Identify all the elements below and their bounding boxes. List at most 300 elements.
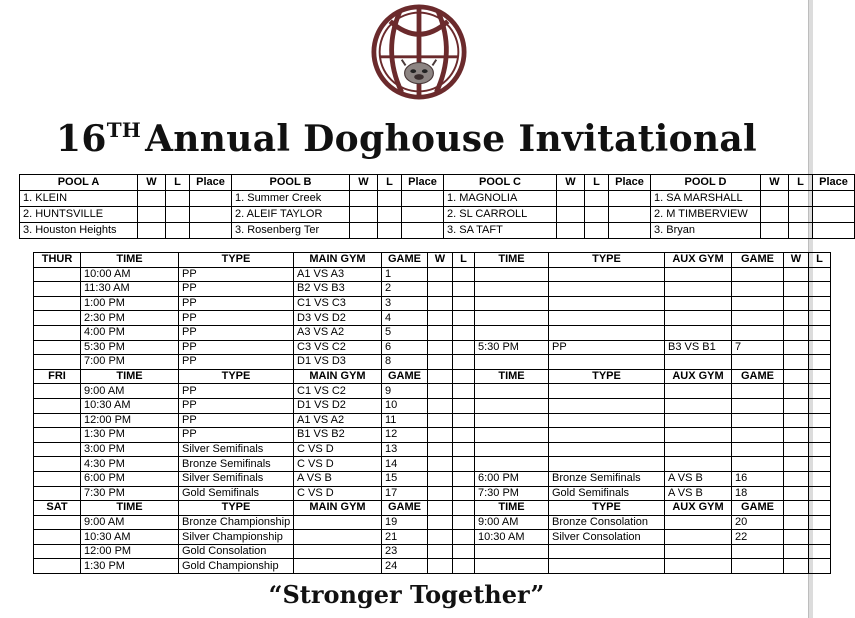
schedule-cell <box>784 282 809 297</box>
standing-cell <box>378 223 402 239</box>
standing-cell <box>190 207 232 223</box>
team-cell: 3. Houston Heights <box>20 223 138 239</box>
schedule-cell <box>809 398 831 413</box>
schedule-cell <box>428 457 453 472</box>
schedule-cell: PP <box>179 325 294 340</box>
schedule-cell: 10:00 AM <box>81 267 179 282</box>
schedule-cell: 23 <box>382 544 428 559</box>
standing-cell <box>789 207 813 223</box>
schedule-cell <box>732 428 784 443</box>
schedule-cell <box>809 267 831 282</box>
schedule-cell <box>784 384 809 399</box>
schedule-cell <box>665 311 732 326</box>
schedule-cell: C VS D <box>294 457 382 472</box>
game-row <box>34 340 831 355</box>
schedule-cell: C VS D <box>294 442 382 457</box>
schedule-header-cell: AUX GYM <box>665 369 732 384</box>
schedule-cell <box>34 398 81 413</box>
standing-cell <box>761 223 789 239</box>
standing-cell <box>609 191 651 207</box>
standing-cell <box>585 191 609 207</box>
game-row <box>34 515 831 530</box>
standing-cell <box>609 207 651 223</box>
standing-cell <box>789 223 813 239</box>
schedule-cell <box>809 413 831 428</box>
schedule-cell <box>428 355 453 370</box>
schedule-cell: PP <box>179 340 294 355</box>
schedule-cell <box>428 311 453 326</box>
schedule-cell: 10:30 AM <box>81 398 179 413</box>
schedule-cell <box>428 384 453 399</box>
schedule-cell <box>732 282 784 297</box>
schedule-cell <box>809 515 831 530</box>
schedule-cell <box>453 413 475 428</box>
schedule-cell <box>809 325 831 340</box>
schedule-cell <box>34 559 81 574</box>
standing-cell <box>761 207 789 223</box>
schedule-cell: 16 <box>732 471 784 486</box>
schedule-cell: PP <box>549 340 665 355</box>
pool-header-cell: Place <box>609 175 651 191</box>
schedule-header-cell: GAME <box>732 369 784 384</box>
schedule-cell <box>428 413 453 428</box>
schedule-cell <box>809 355 831 370</box>
schedule-header-cell: AUX GYM <box>665 253 732 268</box>
game-row <box>34 267 831 282</box>
game-row <box>34 428 831 443</box>
schedule-cell <box>475 355 549 370</box>
schedule-cell: 11 <box>382 413 428 428</box>
standing-cell <box>813 191 855 207</box>
schedule-cell <box>475 296 549 311</box>
schedule-header-cell: TIME <box>81 369 179 384</box>
schedule-cell <box>475 544 549 559</box>
schedule-cell <box>428 340 453 355</box>
schedule-cell <box>665 515 732 530</box>
schedule-cell <box>732 413 784 428</box>
schedule-header-cell: GAME <box>732 253 784 268</box>
schedule-cell <box>428 325 453 340</box>
schedule-cell <box>784 486 809 501</box>
schedule-header-cell: TIME <box>475 253 549 268</box>
schedule-cell: Bronze Championship <box>179 515 294 530</box>
schedule-cell: 19 <box>382 515 428 530</box>
schedule-cell: 7:30 PM <box>475 486 549 501</box>
standing-cell <box>402 191 444 207</box>
team-cell: 2. SL CARROLL <box>444 207 557 223</box>
schedule-cell <box>475 428 549 443</box>
schedule-cell: 10:30 AM <box>475 530 549 545</box>
schedule-cell: Gold Championship <box>179 559 294 574</box>
schedule-cell: 18 <box>732 486 784 501</box>
standing-cell <box>138 191 166 207</box>
schedule-header-cell: TIME <box>475 501 549 516</box>
schedule-header-cell <box>428 501 453 516</box>
pool-header-cell: Place <box>813 175 855 191</box>
schedule-cell <box>453 267 475 282</box>
schedule-cell <box>665 282 732 297</box>
schedule-cell <box>665 267 732 282</box>
schedule-cell <box>549 398 665 413</box>
pool-header-cell: W <box>761 175 789 191</box>
schedule-cell <box>809 457 831 472</box>
schedule-cell <box>475 325 549 340</box>
game-row <box>34 471 831 486</box>
schedule-header-cell: TYPE <box>549 501 665 516</box>
schedule-cell <box>294 544 382 559</box>
schedule-cell: PP <box>179 398 294 413</box>
schedule-cell <box>732 442 784 457</box>
schedule-header-cell: AUX GYM <box>665 501 732 516</box>
standing-cell <box>350 207 378 223</box>
schedule-cell <box>732 457 784 472</box>
schedule-cell <box>665 296 732 311</box>
pool-header-cell: POOL D <box>651 175 761 191</box>
schedule-cell <box>475 457 549 472</box>
schedule-cell: Bronze Semifinals <box>549 471 665 486</box>
schedule-cell: Silver Semifinals <box>179 442 294 457</box>
day-header-row <box>34 501 831 516</box>
schedule-cell <box>549 442 665 457</box>
schedule-cell: Gold Semifinals <box>549 486 665 501</box>
schedule-cell: 1:30 PM <box>81 428 179 443</box>
schedule-header-cell: L <box>809 253 831 268</box>
schedule-cell: 13 <box>382 442 428 457</box>
schedule-cell <box>732 384 784 399</box>
schedule-cell <box>784 398 809 413</box>
standing-cell <box>557 223 585 239</box>
schedule-cell <box>665 384 732 399</box>
schedule-cell: 10:30 AM <box>81 530 179 545</box>
schedule-cell <box>294 559 382 574</box>
schedule-cell <box>784 442 809 457</box>
schedule-cell: 3 <box>382 296 428 311</box>
schedule-cell <box>665 530 732 545</box>
schedule-cell: 2 <box>382 282 428 297</box>
schedule-cell <box>784 515 809 530</box>
game-row <box>34 413 831 428</box>
schedule-cell <box>475 267 549 282</box>
schedule-cell <box>732 311 784 326</box>
schedule-cell: B3 VS B1 <box>665 340 732 355</box>
game-row <box>34 442 831 457</box>
schedule-cell <box>549 413 665 428</box>
schedule-cell: 11:30 AM <box>81 282 179 297</box>
schedule-cell: 6 <box>382 340 428 355</box>
standing-cell <box>789 191 813 207</box>
schedule-cell: 5 <box>382 325 428 340</box>
standing-cell <box>350 191 378 207</box>
schedule-cell <box>732 355 784 370</box>
schedule-cell <box>549 311 665 326</box>
schedule-cell <box>665 413 732 428</box>
standing-cell <box>557 191 585 207</box>
schedule-cell <box>34 486 81 501</box>
schedule-cell <box>453 384 475 399</box>
schedule-cell: D1 VS D2 <box>294 398 382 413</box>
schedule-cell <box>809 296 831 311</box>
schedule-cell <box>809 530 831 545</box>
tagline: “Stronger Together” <box>268 580 545 609</box>
schedule-header-cell: W <box>428 253 453 268</box>
schedule-cell: 4:30 PM <box>81 457 179 472</box>
schedule-cell <box>784 267 809 282</box>
game-row <box>34 559 831 574</box>
schedule-cell <box>809 384 831 399</box>
team-cell: 1. MAGNOLIA <box>444 191 557 207</box>
game-row <box>34 457 831 472</box>
schedule-cell: PP <box>179 355 294 370</box>
game-row <box>34 325 831 340</box>
pool-standings-table <box>19 174 855 239</box>
schedule-cell <box>34 355 81 370</box>
schedule-cell: Bronze Semifinals <box>179 457 294 472</box>
schedule-cell: PP <box>179 384 294 399</box>
schedule-cell: A1 VS A2 <box>294 413 382 428</box>
schedule-cell <box>665 325 732 340</box>
schedule-header-cell: TIME <box>81 501 179 516</box>
pool-header-cell: W <box>557 175 585 191</box>
schedule-cell: 14 <box>382 457 428 472</box>
schedule-cell <box>549 544 665 559</box>
standing-cell <box>585 207 609 223</box>
schedule-cell <box>428 398 453 413</box>
schedule-cell <box>475 559 549 574</box>
schedule-cell <box>549 428 665 443</box>
schedule-cell: 10 <box>382 398 428 413</box>
team-cell: 1. Summer Creek <box>232 191 350 207</box>
schedule-cell: 9:00 AM <box>475 515 549 530</box>
standing-cell <box>166 223 190 239</box>
schedule-cell: A VS B <box>665 471 732 486</box>
schedule-cell <box>428 486 453 501</box>
pool-header-cell: POOL C <box>444 175 557 191</box>
schedule-header-cell: TYPE <box>549 253 665 268</box>
schedule-cell: 8 <box>382 355 428 370</box>
schedule-cell <box>453 559 475 574</box>
schedule-cell <box>784 471 809 486</box>
schedule-cell <box>475 282 549 297</box>
schedule-cell <box>34 428 81 443</box>
pool-header-cell: L <box>378 175 402 191</box>
team-cell: 1. SA MARSHALL <box>651 191 761 207</box>
schedule-cell <box>34 267 81 282</box>
schedule-cell: 7:30 PM <box>81 486 179 501</box>
game-row <box>34 282 831 297</box>
schedule-cell <box>784 325 809 340</box>
schedule-cell <box>428 267 453 282</box>
schedule-header-cell: GAME <box>382 253 428 268</box>
schedule-cell: PP <box>179 428 294 443</box>
pool-header-cell: Place <box>402 175 444 191</box>
schedule-cell <box>809 428 831 443</box>
schedule-cell <box>784 457 809 472</box>
schedule-cell: Gold Semifinals <box>179 486 294 501</box>
schedule-cell <box>34 515 81 530</box>
pool-header-cell: POOL A <box>20 175 138 191</box>
schedule-cell <box>784 428 809 443</box>
schedule-cell <box>34 530 81 545</box>
pool-header-cell: L <box>585 175 609 191</box>
schedule-cell <box>453 515 475 530</box>
schedule-cell <box>732 398 784 413</box>
schedule-cell <box>453 544 475 559</box>
schedule-cell <box>549 384 665 399</box>
schedule-header-cell: GAME <box>732 501 784 516</box>
pool-header-row <box>20 175 855 191</box>
schedule-header-cell: TYPE <box>179 253 294 268</box>
standing-cell <box>813 223 855 239</box>
schedule-cell <box>665 442 732 457</box>
standing-cell <box>402 207 444 223</box>
schedule-cell <box>549 282 665 297</box>
standing-cell <box>166 191 190 207</box>
schedule-cell <box>809 544 831 559</box>
pool-header-cell: L <box>789 175 813 191</box>
schedule-header-cell <box>453 369 475 384</box>
pool-header-cell: POOL B <box>232 175 350 191</box>
schedule-cell: 1:30 PM <box>81 559 179 574</box>
schedule-cell: 12:00 PM <box>81 413 179 428</box>
pool-row <box>20 207 855 223</box>
schedule-cell: Silver Semifinals <box>179 471 294 486</box>
schedule-cell: C1 VS C2 <box>294 384 382 399</box>
schedule-cell <box>453 471 475 486</box>
schedule-cell <box>428 442 453 457</box>
game-row <box>34 355 831 370</box>
schedule-cell <box>453 442 475 457</box>
pool-row <box>20 191 855 207</box>
schedule-cell <box>428 559 453 574</box>
schedule-cell <box>428 515 453 530</box>
schedule-header-cell: L <box>453 253 475 268</box>
basketball-bulldog-logo <box>371 4 467 100</box>
schedule-cell <box>665 559 732 574</box>
schedule-cell: PP <box>179 413 294 428</box>
schedule-cell: 15 <box>382 471 428 486</box>
standing-cell <box>761 191 789 207</box>
schedule-cell <box>732 559 784 574</box>
schedule-cell <box>453 486 475 501</box>
schedule-header-cell: TYPE <box>549 369 665 384</box>
schedule-cell <box>428 530 453 545</box>
schedule-header-cell <box>809 501 831 516</box>
schedule-cell <box>784 311 809 326</box>
schedule-header-cell: TYPE <box>179 369 294 384</box>
schedule-cell <box>549 559 665 574</box>
team-cell: 2. ALEIF TAYLOR <box>232 207 350 223</box>
game-row <box>34 544 831 559</box>
schedule-cell <box>549 296 665 311</box>
schedule-cell <box>453 282 475 297</box>
schedule-cell <box>732 296 784 311</box>
schedule-cell <box>428 282 453 297</box>
schedule-cell <box>549 267 665 282</box>
schedule-cell: PP <box>179 311 294 326</box>
schedule-cell: C VS D <box>294 486 382 501</box>
schedule-cell <box>453 325 475 340</box>
schedule-cell <box>809 340 831 355</box>
standing-cell <box>138 223 166 239</box>
schedule-cell <box>784 340 809 355</box>
schedule-cell <box>34 413 81 428</box>
team-cell: 3. SA TAFT <box>444 223 557 239</box>
schedule-cell: 21 <box>382 530 428 545</box>
schedule-cell <box>784 530 809 545</box>
schedule-cell <box>453 355 475 370</box>
schedule-cell <box>549 325 665 340</box>
team-cell: 2. M TIMBERVIEW <box>651 207 761 223</box>
schedule-cell <box>549 355 665 370</box>
schedule-header-cell: GAME <box>382 369 428 384</box>
schedule-header-cell: MAIN GYM <box>294 501 382 516</box>
schedule-cell <box>665 355 732 370</box>
schedule-cell: 24 <box>382 559 428 574</box>
schedule-cell: 12 <box>382 428 428 443</box>
standing-cell <box>378 207 402 223</box>
schedule-cell: B2 VS B3 <box>294 282 382 297</box>
schedule-cell <box>34 442 81 457</box>
pool-row <box>20 223 855 239</box>
standing-cell <box>190 191 232 207</box>
standing-cell <box>609 223 651 239</box>
schedule-cell <box>34 457 81 472</box>
schedule-cell: 9 <box>382 384 428 399</box>
schedule-header-cell: MAIN GYM <box>294 253 382 268</box>
schedule-cell <box>784 355 809 370</box>
schedule-cell <box>784 296 809 311</box>
schedule-cell <box>428 471 453 486</box>
schedule-cell <box>453 428 475 443</box>
schedule-cell: D1 VS D3 <box>294 355 382 370</box>
game-row <box>34 384 831 399</box>
standing-cell <box>585 223 609 239</box>
schedule-cell: 7:00 PM <box>81 355 179 370</box>
schedule-cell <box>665 428 732 443</box>
schedule-cell: Silver Consolation <box>549 530 665 545</box>
schedule-cell: 7 <box>732 340 784 355</box>
schedule-cell <box>453 311 475 326</box>
schedule-cell <box>34 340 81 355</box>
pool-header-cell: Place <box>190 175 232 191</box>
schedule-cell <box>34 471 81 486</box>
page-title: 16TH Annual Doghouse Invitational <box>55 118 757 160</box>
schedule-cell <box>453 398 475 413</box>
schedule-cell <box>34 311 81 326</box>
schedule-cell <box>453 296 475 311</box>
schedule-cell <box>34 384 81 399</box>
standing-cell <box>350 223 378 239</box>
schedule-cell <box>665 544 732 559</box>
game-row <box>34 486 831 501</box>
schedule-cell <box>453 340 475 355</box>
schedule-cell: A1 VS A3 <box>294 267 382 282</box>
day-label: FRI <box>34 369 81 384</box>
schedule-cell: A3 VS A2 <box>294 325 382 340</box>
schedule-header-cell <box>428 369 453 384</box>
game-row <box>34 530 831 545</box>
schedule-cell: D3 VS D2 <box>294 311 382 326</box>
standing-cell <box>190 223 232 239</box>
schedule-cell <box>34 296 81 311</box>
schedule-cell: 5:30 PM <box>81 340 179 355</box>
schedule-cell: 4 <box>382 311 428 326</box>
schedule-cell <box>428 544 453 559</box>
schedule-cell <box>809 471 831 486</box>
schedule-cell <box>294 515 382 530</box>
schedule-cell <box>475 384 549 399</box>
schedule-cell <box>475 311 549 326</box>
